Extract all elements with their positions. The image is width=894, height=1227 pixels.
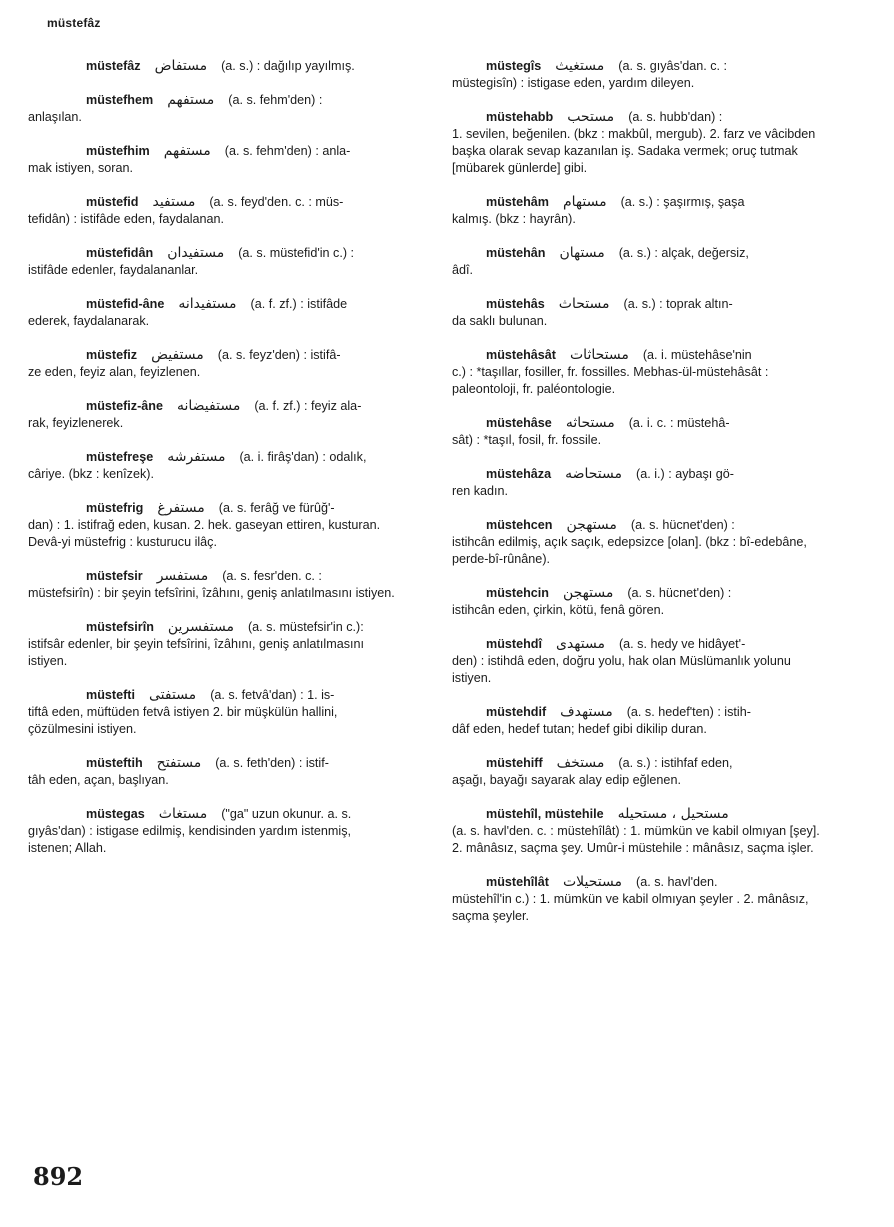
definition-start: (a. s. feth'den) : istif- [215,756,329,770]
entry-head [452,755,822,772]
dictionary-entry [452,245,822,279]
definition-text: câriye. (bkz : kenîzek). [28,467,154,481]
dictionary-entry [28,398,398,432]
definition-start: (a. s. hedef'ten) : istih- [626,705,751,719]
headword: müstehdif [486,705,547,719]
dictionary-entry [452,347,822,398]
definition-text: rak, feyizlenerek. [28,416,124,430]
dictionary-entry [28,347,398,381]
definition-start: (a. s. fehm'den) : anla- [224,144,351,158]
headword: müstefiz-âne [86,399,163,413]
arabic-script: مستحاثات [570,347,629,363]
headword: müstefhim [86,144,150,158]
entry-head [28,296,398,313]
arabic-script: مستحاثه [565,415,615,431]
entry-head [28,347,398,364]
dictionary-entry [452,296,822,330]
definition-start: (a. i. firâş'dan) : odalık, [239,450,367,464]
dictionary-entry [452,194,822,228]
headword: müstehabb [486,110,554,124]
arabic-script: مستحاضه [565,466,623,482]
definition-start: (a. s.) : alçak, değersiz, [618,246,749,260]
definition-text: aşağı, bayağı sayarak alay edip eğlenen. [452,773,681,787]
dictionary-entry [28,92,398,126]
headword: müstehâm [486,195,549,209]
arabic-script: مستفتى [148,687,197,703]
arabic-script: مستهجن [566,517,617,533]
definition-text: ederek, faydalanarak. [28,314,150,328]
arabic-script: مستغيث [555,58,605,74]
entry-head [28,806,398,823]
arabic-script: مستفيدانه [178,296,237,312]
entry-head [452,874,822,891]
dictionary-entry [452,415,822,449]
headword: müstehcen [486,518,553,532]
dictionary-entry [28,500,398,551]
definition-text: istifsâr edenler, bir şeyin tefsîrini, îzâhını, geniş anlatılmasını istiyen. [28,637,364,668]
definition-text: sât) : *taşıl, fosil, fr. fossile. [452,433,602,447]
definition-text: tefidân) : istifâde eden, faydalanan. [28,212,225,226]
arabic-script: مستهان [559,245,605,261]
arabic-script: مستحاث [558,296,610,312]
entry-head [452,245,822,262]
entry-head [452,585,822,602]
definition-text: kalmış. (bkz : hayrân). [452,212,576,226]
definition-start: (a. s. hedy ve hidâyet'- [618,637,746,651]
headword: müstefsirîn [86,620,154,634]
entry-head [28,143,398,160]
definition-start: (a. s. havl'den. [636,875,718,889]
definition-start: (a. i. c. : müstehâ- [628,416,730,430]
definition-text: gıyâs'dan) : istigase edilmiş, kendisinden yardım istenmiş, istenen; Allah. [28,824,351,855]
dictionary-entry [28,568,398,602]
arabic-script: مستغاث [158,806,208,822]
definition-start: (a. s.) : dağılıp yayılmış. [221,59,355,73]
entry-head [452,109,822,126]
definition-text: mak istiyen, soran. [28,161,133,175]
entry-head [28,755,398,772]
arabic-script: مستحيلات [562,874,622,890]
arabic-script: مستفسر [156,568,209,584]
arabic-script: مستفرشه [167,449,226,465]
dictionary-entry [452,466,822,500]
definition-start: (a. s. fesr'den. c. : [222,569,322,583]
arabic-script: مستفيض [151,347,204,363]
headword: müstefid-âne [86,297,165,311]
entry-head [452,806,822,823]
dictionary-entry [452,636,822,687]
entry-head [452,466,822,483]
headword: müstefidân [86,246,154,260]
definition-text: istihcân eden, çirkin, kötü, fenâ gören. [452,603,665,617]
headword: müstefreşe [86,450,154,464]
dictionary-entry [452,58,822,92]
arabic-script: مستهدى [555,636,605,652]
definition-text: da saklı bulunan. [452,314,548,328]
headword: müstefâz [86,59,141,73]
definition-text: (a. s. havl'den. c. : müstehîlât) : 1. mümkün ve kabil olmıyan [şey]. 2. mânâsız, saçma şey. Umûr-i müstehile : mânâsız, saçma işler. [452,824,820,855]
dictionary-entry [28,755,398,789]
definition-text: ren kadın. [452,484,509,498]
headword: müstehâza [486,467,552,481]
definition-start: (a. s. gıyâs'dan. c. : [618,59,728,73]
entry-head [28,619,398,636]
definition-start: (a. i. müstehâse'nin [642,348,752,362]
running-head: müstefâz [47,16,101,30]
headword: müstehâs [486,297,545,311]
entry-head [28,687,398,704]
dictionary-entry [452,109,822,177]
definition-text: den) : istihdâ eden, doğru yolu, hak olan Müslümanlık yolunu istiyen. [452,654,791,685]
entry-head [452,347,822,364]
dictionary-entry [28,143,398,177]
definition-text: 1. sevilen, beğenilen. (bkz : makbûl, mergub). 2. farz ve vâcibden başka olarak sevap kazanılan iş. Sadaka vermek; oruç tutmak [mübarek günlerde] gibi. [452,127,816,175]
dictionary-entry [28,449,398,483]
arabic-script: مستفرغ [157,500,205,516]
headword: müstefhem [86,93,154,107]
arabic-script: مستفيد [152,194,196,210]
left-column [28,58,398,874]
headword: müstefsir [86,569,143,583]
definition-text: dan) : 1. istifrağ eden, kusan. 2. hek. gaseyan ettiren, kusturan. Devâ-yi müstefrig : kusturucu ilâç. [28,518,381,549]
headword: müstegîs [486,59,542,73]
dictionary-entry [28,806,398,857]
definition-start: (a. s.) : istihfaf eden, [618,756,733,770]
entry-head [452,636,822,653]
definition-start: (a. s. fetvâ'dan) : 1. is- [210,688,335,702]
entry-head [28,92,398,109]
arabic-script: مستفهم [167,92,215,108]
entry-head [452,415,822,432]
definition-start: (a. i.) : aybaşı gö- [636,467,735,481]
dictionary-entry [28,194,398,228]
definition-start: (a. s. hücnet'den) : [627,586,732,600]
definition-text: müstehîl'in c.) : 1. mümkün ve kabil olmıyan şeyler . 2. mânâsız, saçma şeyler. [452,892,809,923]
headword: müstefiz [86,348,138,362]
headword: müstehâsât [486,348,556,362]
dictionary-entry [28,58,398,75]
entry-head [28,58,398,75]
entry-head [452,517,822,534]
definition-text: istifâde edenler, faydalananlar. [28,263,199,277]
dictionary-entry [28,245,398,279]
definition-start: (a. s. müstefsir'in c.): [247,620,364,634]
definition-start: (a. s. hubb'dan) : [628,110,723,124]
definition-start: (a. f. zf.) : istifâde [250,297,348,311]
dictionary-entry [28,619,398,670]
definition-text: müstegisîn) : istigase eden, yardım dileyen. [452,76,695,90]
definition-text: müstefsirîn) : bir şeyin tefsîrini, îzâhını, geniş anlatılmasını istiyen. [28,586,395,600]
headword: müstehcin [486,586,549,600]
entry-head [28,398,398,415]
definition-start: (a. s. ferâğ ve fürûğ'- [218,501,335,515]
dictionary-entry [452,874,822,925]
entry-head [28,194,398,211]
headword: müstefti [86,688,135,702]
definition-start: ("ga" uzun okunur. a. s. [221,807,352,821]
entry-head [452,58,822,75]
entry-head [28,500,398,517]
dictionary-entry [452,517,822,568]
arabic-script: مستفهم [163,143,211,159]
headword: müstehâse [486,416,552,430]
entry-head [28,568,398,585]
definition-start: (a. s.) : toprak altın- [623,297,733,311]
headword: müstehîl, müstehile [486,807,604,821]
headword: müstegas [86,807,145,821]
arabic-script: مستحب [567,109,615,125]
dictionary-entry [452,806,822,857]
definition-start: (a. s. fehm'den) : [228,93,323,107]
definition-start: (a. s. müstefid'in c.) : [238,246,355,260]
entry-head [28,245,398,262]
arabic-script: مستخف [556,755,605,771]
arabic-script: مستفيدان [167,245,225,261]
definition-text: tiftâ eden, müftüden fetvâ istiyen 2. bir müşkülün hallini, çözülmesini istiyen. [28,705,338,736]
definition-text: istihcân edilmiş, açık saçık, edepsizce [olan]. (bkz : bî-edebâne, perde-bî-rûnâne). [452,535,807,566]
entry-head [28,449,398,466]
arabic-script: مستهجن [562,585,614,601]
arabic-script: مستهام [563,194,607,210]
entry-head [452,296,822,313]
arabic-script: مستهدف [560,704,613,720]
definition-start: (a. f. zf.) : feyiz ala- [254,399,362,413]
headword: müstefrig [86,501,144,515]
headword: müstefid [86,195,139,209]
definition-start: (a. s. feyz'den) : istifâ- [217,348,341,362]
dictionary-entry [28,687,398,738]
definition-text: anlaşılan. [28,110,82,124]
arabic-script: مستحيل ، مستحيله [617,806,729,822]
headword: müstehîlât [486,875,549,889]
dictionary-entry [452,704,822,738]
definition-text: c.) : *taşıllar, fosiller, fr. fossilles. Mebhas-ül-müstehâsât : paleontoloji, fr. paléontologie. [452,365,769,396]
definition-start: (a. s. hücnet'den) : [630,518,735,532]
definition-start: (a. s. feyd'den. c. : müs- [209,195,344,209]
arabic-script: مستفتح [156,755,202,771]
definition-text: dâf eden, hedef tutan; hedef gibi dikilip duran. [452,722,707,736]
entry-head [452,194,822,211]
definition-text: tâh eden, açan, başlıyan. [28,773,169,787]
headword: müstehân [486,246,546,260]
right-column [452,58,822,942]
definition-start: (a. s.) : şaşırmış, şaşa [620,195,745,209]
page-number: 892 [33,1162,84,1191]
arabic-script: مستفيضانه [176,398,241,414]
entry-head [452,704,822,721]
headword: müstehdî [486,637,542,651]
definition-text: ze eden, feyiz alan, feyizlenen. [28,365,201,379]
definition-text: âdî. [452,263,474,277]
headword: müstehiff [486,756,543,770]
arabic-script: مستفسرين [167,619,234,635]
dictionary-entry [452,585,822,619]
dictionary-entry [28,296,398,330]
arabic-script: مستفاض [154,58,208,74]
dictionary-entry [452,755,822,789]
headword: müsteftih [86,756,143,770]
